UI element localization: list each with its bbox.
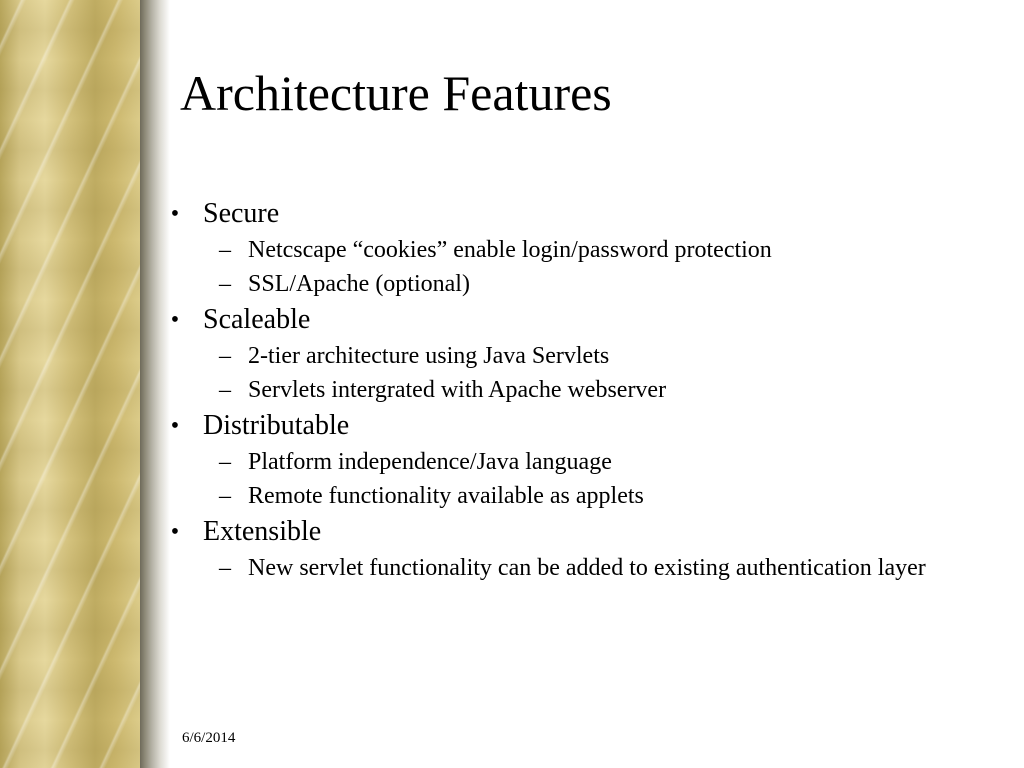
- dash-icon: –: [219, 449, 231, 475]
- footer-date: 6/6/2014: [182, 730, 236, 746]
- bullet-icon: •: [170, 519, 180, 545]
- sub-item-text: New servlet functionality can be added to existing authentication layer: [248, 555, 926, 581]
- bullet-label: Scaleable: [203, 304, 311, 335]
- sub-item-text: SSL/Apache (optional): [248, 271, 470, 297]
- bullet-list: [165, 195, 1005, 585]
- bullet-label: Distributable: [203, 410, 350, 441]
- bullet-item-scaleable: [165, 301, 1005, 339]
- bullet-item-distributable: [165, 407, 1005, 445]
- dash-icon: –: [219, 555, 231, 581]
- sub-item: [165, 551, 1005, 585]
- bullet-icon: •: [170, 201, 180, 227]
- sub-item-text: 2-tier architecture using Java Servlets: [248, 343, 610, 369]
- sub-item-text: Netcscape “cookies” enable login/password protection: [248, 237, 772, 263]
- bullet-icon: •: [170, 307, 180, 333]
- bullet-item-secure: [165, 195, 1005, 233]
- dash-icon: –: [219, 483, 231, 509]
- sub-item: [165, 479, 1005, 513]
- bullet-label: Extensible: [203, 516, 322, 547]
- bullet-item-extensible: [165, 513, 1005, 551]
- sub-item: [165, 267, 1005, 301]
- sub-item: [165, 339, 1005, 373]
- bullet-icon: •: [170, 413, 180, 439]
- dash-icon: –: [219, 377, 231, 403]
- slide-title: Architecture Features: [180, 65, 612, 121]
- sub-item: [165, 233, 1005, 267]
- decorative-marble-strip: [0, 0, 140, 768]
- dash-icon: –: [219, 271, 231, 297]
- sub-item: [165, 373, 1005, 407]
- sub-item-text: Remote functionality available as applets: [248, 483, 644, 509]
- bullet-label: Secure: [203, 198, 280, 229]
- sub-item-text: Platform independence/Java language: [248, 449, 612, 475]
- dash-icon: –: [219, 237, 231, 263]
- sub-item-text: Servlets intergrated with Apache webserver: [248, 377, 667, 403]
- dash-icon: –: [219, 343, 231, 369]
- sub-item: [165, 445, 1005, 479]
